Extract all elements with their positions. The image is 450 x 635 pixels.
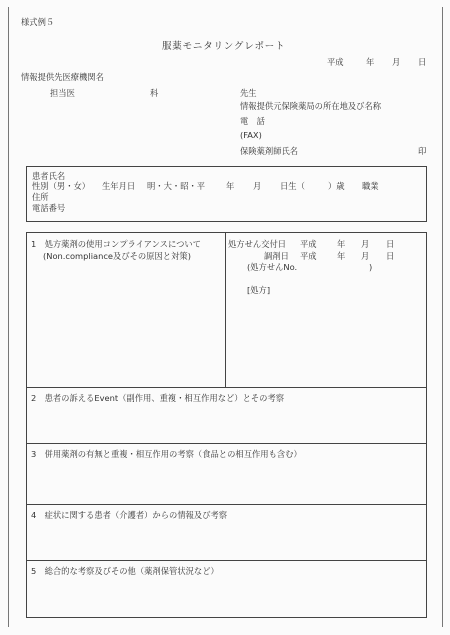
address-label: 住所 bbox=[32, 192, 49, 202]
dispense-month: 月 bbox=[361, 251, 370, 261]
section5-heading: 5 総合的な考察及びその他（薬剤保管状況など） bbox=[31, 566, 219, 576]
age-label: ）歳 bbox=[328, 181, 345, 191]
section2-heading: 2 患者の訴えるEvent（副作用、重複・相互作用など）とその考察 bbox=[31, 393, 285, 403]
section-divider-4 bbox=[26, 504, 427, 505]
issue-date-label: 処方せん交付日 bbox=[228, 239, 287, 249]
issue-year: 年 bbox=[337, 239, 346, 249]
department-label: 科 bbox=[150, 88, 159, 98]
doctor-suffix: 先生 bbox=[240, 88, 257, 98]
section1-divider bbox=[225, 232, 226, 387]
section-divider-5 bbox=[26, 560, 427, 561]
page-title: 服薬モニタリングレポート bbox=[162, 41, 286, 52]
prescription-label: [処方] bbox=[247, 285, 271, 295]
sender-phone-label: 電 話 bbox=[240, 116, 265, 126]
rx-number-label: (処方せんNo. bbox=[247, 262, 298, 272]
pharmacy-label: 情報提供元保険薬局の所在地及び名称 bbox=[240, 101, 382, 111]
issue-month: 月 bbox=[361, 239, 370, 249]
patient-info-box bbox=[26, 166, 427, 222]
form-number: 様式例５ bbox=[21, 17, 55, 27]
date-month: 月 bbox=[392, 57, 401, 67]
patient-name-label: 患者氏名 bbox=[32, 171, 66, 181]
seal-label: 印 bbox=[418, 146, 427, 156]
dispense-year: 年 bbox=[337, 251, 346, 261]
date-day: 日 bbox=[418, 57, 427, 67]
date-era: 平成 bbox=[327, 57, 344, 67]
issue-era: 平成 bbox=[300, 239, 317, 249]
dispense-date-label: 調剤日 bbox=[264, 251, 289, 261]
date-year: 年 bbox=[366, 57, 375, 67]
doctor-label: 担当医 bbox=[50, 88, 75, 98]
birth-day: 日生（ bbox=[280, 181, 305, 191]
section4-heading: 4 症状に関する患者（介護者）からの情報及び考察 bbox=[31, 510, 228, 520]
section-divider-2 bbox=[26, 387, 427, 388]
rx-number-close: ) bbox=[369, 262, 373, 272]
section1-heading: 1 処方薬剤の使用コンプライアンスについて bbox=[31, 239, 201, 249]
section1-subheading: (Non.compliance及びその原因と対策) bbox=[43, 251, 191, 261]
era-options: 明・大・昭・平 bbox=[147, 181, 206, 191]
patient-phone-label: 電話番号 bbox=[32, 203, 66, 213]
section-divider-3 bbox=[26, 443, 427, 444]
dispense-day: 日 bbox=[386, 251, 395, 261]
birth-year: 年 bbox=[226, 181, 235, 191]
dispense-era: 平成 bbox=[300, 251, 317, 261]
birth-label: 生年月日 bbox=[102, 181, 136, 191]
fax-label: (FAX) bbox=[240, 130, 262, 140]
birth-month: 月 bbox=[253, 181, 262, 191]
occupation-label: 職業 bbox=[362, 181, 379, 191]
pharmacist-label: 保険薬剤師氏名 bbox=[240, 146, 299, 156]
institution-label: 情報提供先医療機関名 bbox=[21, 72, 104, 82]
sex-label: 性別（男・女） bbox=[32, 181, 91, 191]
issue-day: 日 bbox=[386, 239, 395, 249]
section3-heading: 3 併用薬剤の有無と重複・相互作用の考察（食品との相互作用も含む） bbox=[31, 449, 302, 459]
